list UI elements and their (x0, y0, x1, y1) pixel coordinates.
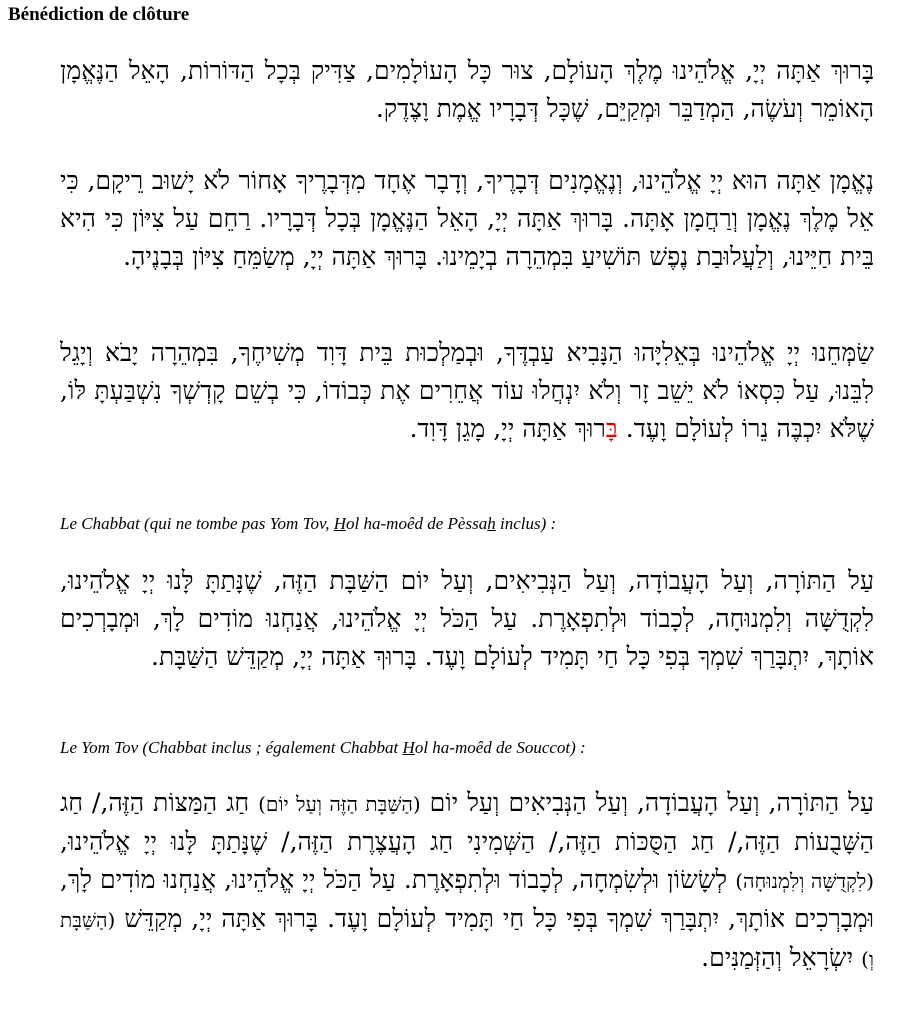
yomtov-text-1: עַל הַתּוֹרָה, וְעַל הָעֲבוֹדָה, וְעַל הַנְּבִיאִים וְעַל יוֹם (420, 788, 874, 817)
caption-chabbat-part1: Le Chabbat (qui ne tombe pas Yom Tov, (60, 514, 334, 533)
caption-yomtov-part1: Le Yom Tov (Chabbat inclus ; également Chabbat (60, 738, 403, 757)
yomtov-text-2: חַג הַמַּצּוֹת הַזֶּה,/ חַג הַשָּׁבֻעוֹת הַזֶּה,/ חַג הַסֻּכּוֹת הַזֶּה,/ הַשְּׁמִינִי חַג הָעֲצֶרֶת הַזֶּה,/ שֶׁנָּתַתָּ לָּנוּ יְיָ אֱלֹהֵינוּ, (60, 788, 874, 856)
caption-chabbat-underlined-h2: h (487, 514, 496, 533)
caption-yom-tov (60, 738, 586, 758)
yomtov-text-4: יִשְׂרָאֵל וְהַזְּמַנִּים. (701, 943, 862, 972)
yomtov-insert-1: (הַשַּׁבָּת הַזֶּה וְעַל יוֹם) (258, 792, 421, 816)
paragraph-yom-tov (60, 784, 874, 978)
caption-chabbat-underlined-h: H (333, 514, 347, 533)
yomtov-insert-3: (הַשַּׁבָּת וְ) (60, 908, 874, 971)
samehenou-ending: רוּךְ אַתָּה יְיָ, מָגֵן דָּוִד. (409, 414, 606, 443)
red-initial-letter: בָּ (605, 414, 618, 443)
page-title: Bénédiction de clôture (8, 4, 190, 25)
caption-chabbat-part2: ol ha-moêd de Pèssa (346, 514, 488, 533)
caption-yomtov-part2: ol ha-moêd de Souccot) : (414, 738, 586, 757)
yomtov-insert-2: (לִקְדֻשָּׁה וְלִמְנוּחָה) (735, 869, 874, 893)
yomtov-text-3: לְשָׂשׂוֹן וּלְשִׂמְחָה, לְכָבוֹד וּלְתִפְאָרֶת. עַל הַכֹּל יְיָ אֱלֹהֵינוּ, אֲנַחְנוּ מוֹדִים לָךְ, וּמְבָרְכִים אוֹתָךְ, יִתְבָּרַךְ שִׁמְךָ בְּפִי כָּל חַי תָּמִיד לְעוֹלָם וָעֶד. בָּרוּךְ אַתָּה יְיָ, מְקַדֵּשׁ (60, 865, 874, 933)
caption-chabbat-part3: inclus) : (495, 514, 557, 533)
paragraph-samehenou (60, 334, 874, 448)
samehenou-text: שַׂמְּחֵנוּ יְיָ אֱלֹהֵינוּ בְּאֵלִיָּהוּ הַנָּבִיא עַבְדֶּךָ, וּבְמַלְכוּת בֵּית דָּוִד מְשִׁיחֶךָ, בִּמְהֵרָה יָבֹא וְיָגֵל לִבֵּנוּ, עַל כִּסְאוֹ לֹא יֵשֵׁב זָר וְלֹא יִנְחֲלוּ עוֹד אֲחֵרִים אֶת כְּבוֹדוֹ, כִּי בְשֵׁם קָדְשְׁךָ נִשְׁבַּעְתָּ לּוֹ, שֶׁלֹּא יִכְבֶּה נֵרוֹ לְעוֹלָם וָעֶד. (60, 338, 874, 443)
paragraph-closing-blessing: בָּרוּךְ אַתָּה יְיָ, אֱלֹהֵינוּ מֶלֶךְ הָעוֹלָם, צוּר כָּל הָעוֹלָמִים, צַדִּיק בְּכָל הַדּוֹרוֹת, הָאֵל הַנֶּאֱמָן הָאוֹמֵר וְעֹשֶׂה, הַמְדַבֵּר וּמְקַיֵּם, שֶׁכָּל דְּבָרָיו אֱמֶת וָצֶדֶק. (60, 56, 874, 123)
paragraph-chabbat: עַל הַתּוֹרָה, וְעַל הָעֲבוֹדָה, וְעַל הַנְּבִיאִים, וְעַל יוֹם הַשַּׁבָּת הַזֶּה, שֶׁנָּתַתָּ לָּנוּ יְיָ אֱלֹהֵינוּ, לִקְדֻשָּׁה וְלִמְנוּחָה, לְכָבוֹד וּלְתִפְאָרֶת. עַל הַכֹּל יְיָ אֱלֹהֵינוּ, אֲנַחְנוּ מוֹדִים לָךְ, וּמְבָרְכִים אוֹתָךְ, יִתְבָּרַךְ שִׁמְךָ בְּפִי כָּל חַי תָּמִיד לְעוֹלָם וָעֶד. בָּרוּךְ אַתָּה יְיָ, מְקַדֵּשׁ הַשַּׁבָּת. (60, 566, 874, 671)
caption-yomtov-underlined-h: H (402, 738, 415, 757)
caption-chabbat (60, 514, 556, 534)
paragraph-neeman: נֶאֱמָן אַתָּה הוּא יְיָ אֱלֹהֵינוּ, וְנֶאֱמָנִים דְּבָרֶיךָ, וְדָבָר אֶחָד מִדְּבָרֶיךָ אָחוֹר לֹא יָשׁוּב רֵיקָם, כִּי אֵל מֶלֶךְ נֶאֱמָן וְרַחֲמָן אָתָּה. בָּרוּךְ אַתָּה יְיָ, הָאֵל הַנֶּאֱמָן בְּכָל דְּבָרָיו. רַחֵם עַל צִיּוֹן כִּי הִיא בֵּית חַיֵּינוּ, וְלַעֲלוּבַת נֶפֶשׁ תּוֹשִׁיעַ בִּמְהֵרָה בְיָמֵינוּ. בָּרוּךְ אַתָּה יְיָ, מְשַׂמֵּחַ צִיּוֹן בְּבָנֶיהָ. (60, 166, 874, 271)
